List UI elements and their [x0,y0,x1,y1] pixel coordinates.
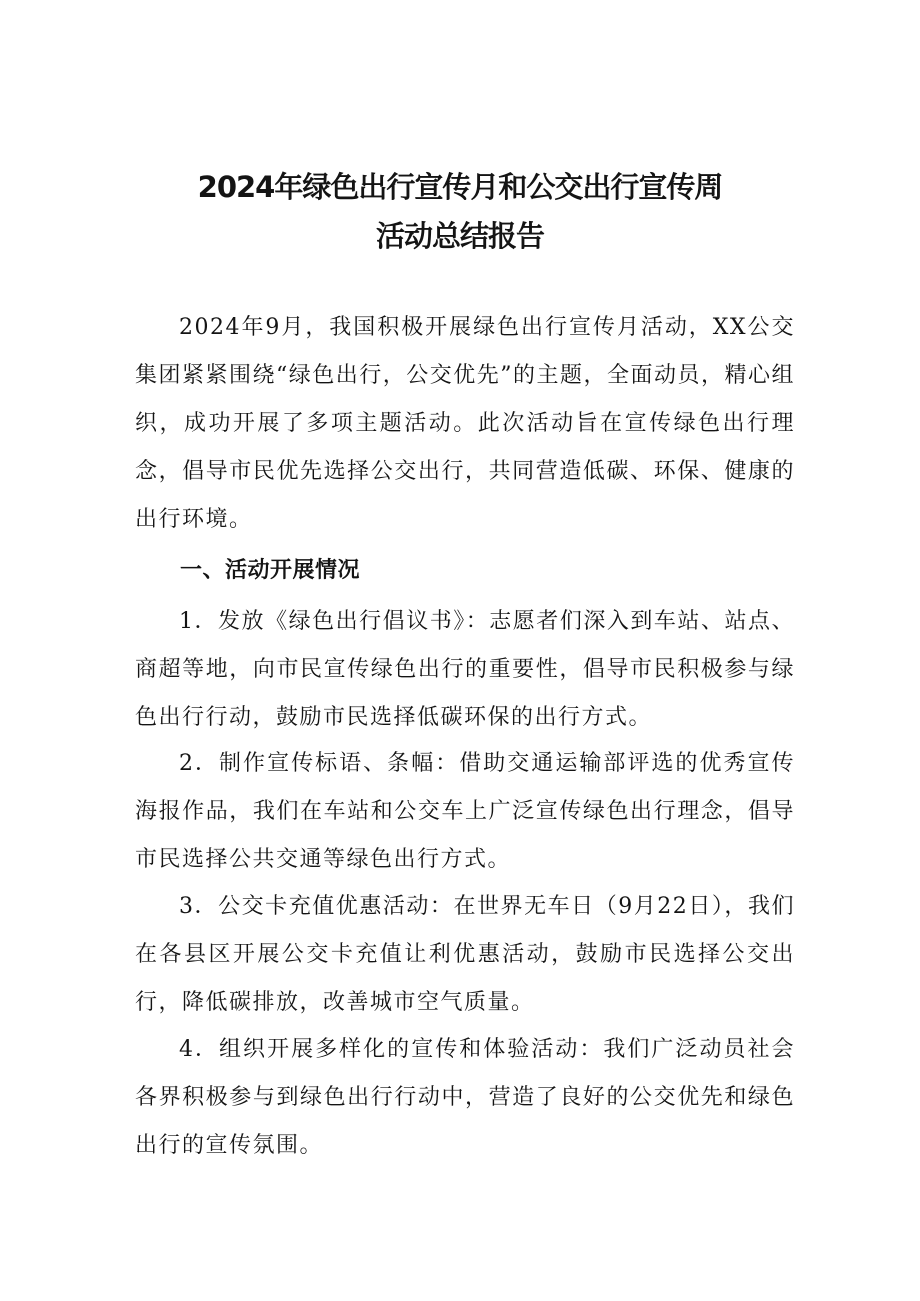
section-heading-activities: 一、活动开展情况 [180,558,361,583]
document-title-line-1: 2024年绿色出行宣传月和公交出行宣传周 [197,170,723,204]
intro-paragraph: 2024年9月，我国积极开展绿色出行宣传月活动，XX公交集团紧紧围绕“绿色出行，公交优先”的主题，全面动员，精心组织，成功开展了多项主题活动。此次活动旨在宣传绿色出行理念，倡导市民优先选择公交出行，共同营造低碳、环保、健康的出行环境。 [135,315,795,532]
activity-item-3: 3．公交卡充值优惠活动：在世界无车日（9月22日），我们在各县区开展公交卡充值让利优惠活动，鼓励市民选择公交出行，降低碳排放，改善城市空气质量。 [135,894,795,1015]
activity-item-1: 1．发放《绿色出行倡议书》：志愿者们深入到车站、站点、商超等地，向市民宣传绿色出行的重要性，倡导市民积极参与绿色出行行动，鼓励市民选择低碳环保的出行方式。 [135,609,795,730]
activity-item-2: 2．制作宣传标语、条幅：借助交通运输部评选的优秀宣传海报作品，我们在车站和公交车上广泛宣传绿色出行理念，倡导市民选择公共交通等绿色出行方式。 [135,751,795,872]
activity-item-4: 4．组织开展多样化的宣传和体验活动：我们广泛动员社会各界积极参与到绿色出行行动中，营造了良好的公交优先和绿色出行的宣传氛围。 [135,1037,795,1158]
document-title-line-2: 活动总结报告 [375,219,544,253]
